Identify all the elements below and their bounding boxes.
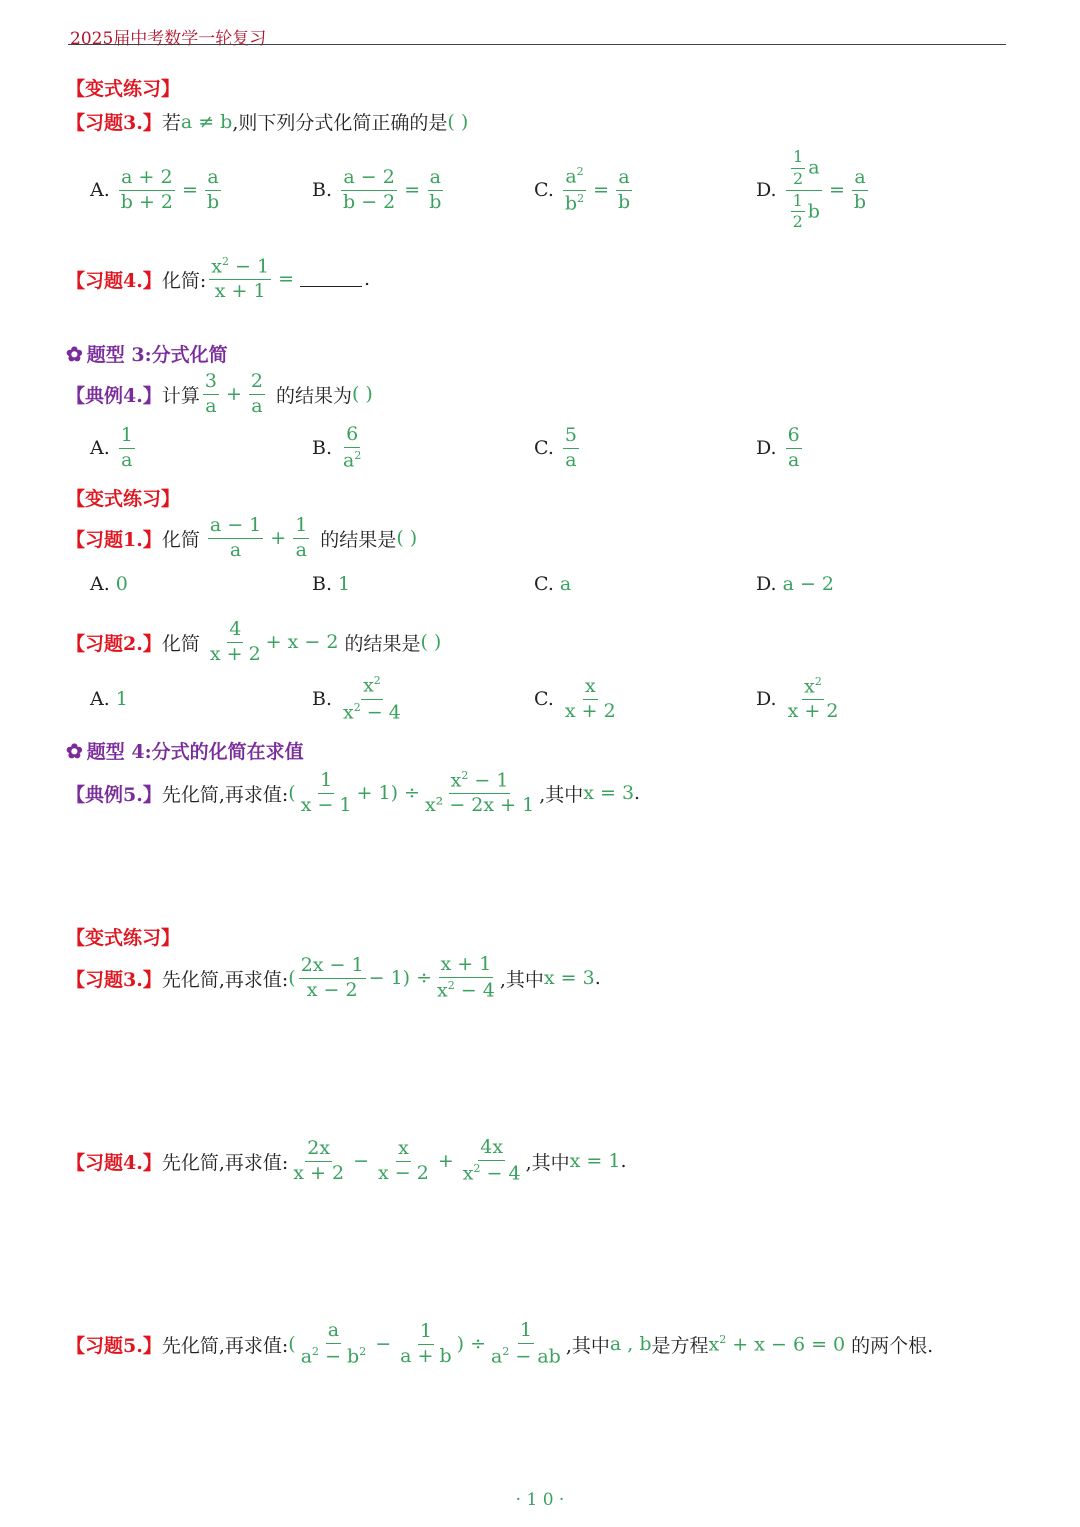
option-value: a − 2 [782,573,835,595]
exercise-1-options [90,573,834,595]
text: ,其中 [565,1334,610,1357]
text: 的结果为 [275,384,352,407]
numerator: 4x [478,1138,505,1161]
text: 的结果是 [320,528,397,551]
exercise-label: 【习题3.】 [66,968,162,991]
exercise-2-options [90,676,843,722]
text: 若 [161,112,181,134]
numerator: x [396,1139,411,1162]
open-paren: ( [288,1333,296,1356]
period: . [620,1150,627,1173]
denominator: a [787,448,800,471]
option-a[interactable] [90,165,312,213]
denominator: b [853,190,867,213]
denominator-tail: − 4 [360,700,401,723]
expression-middle: + 1) ÷ [356,782,420,805]
star-icon: ✿ [66,341,83,366]
math-condition: x = 3 [543,967,595,990]
denominator: a [205,394,217,417]
exercise-label: 【习题4.】 [66,269,162,292]
option-d[interactable] [756,423,805,471]
option-d[interactable] [756,573,834,595]
option-b[interactable]: B. $\frac{x^2}{x^2 - 4}$ [312,674,401,723]
option-value: 1 [338,573,351,595]
page-header-title: 2025届中考数学一轮复习 [70,29,267,49]
option-label: B. [312,437,333,459]
numerator: 2x [305,1139,332,1162]
denominator: a [565,448,577,471]
answer-blank[interactable] [300,272,362,287]
option-label: C. [534,573,554,595]
math-variables: a , b [609,1333,652,1356]
section-title: 题型 4:分式的化简在求值 [86,741,304,763]
example-4-options [90,422,805,472]
text: 化简 [161,632,200,655]
numerator: 6 [344,425,360,448]
option-c[interactable] [534,573,756,595]
numerator: 6 [786,426,802,449]
numerator: 1 [518,1321,534,1344]
denominator: x + 2 [787,700,839,723]
numerator: 5 [563,426,579,449]
exercise-4b: 【习题4.】 先化简,再求值: $\frac{2x}{x + 2}$ − $\frac{x}{x - 2}$ + $\frac{4x}{x^2 - 4}$ ,其中 x = 1 . [66,1136,627,1185]
expression-middle: − 1) ÷ [368,967,433,990]
option-label: B. [312,573,333,595]
equals: = [828,179,845,201]
numerator: a − 2 [341,168,396,191]
denominator: a [251,394,263,417]
option-label: A. [90,437,110,459]
numerator: x [363,674,374,697]
denominator: b [618,190,631,213]
option-label: B. [312,688,333,710]
option-d[interactable]: D. $\frac{x^2}{x + 2}$ [756,674,839,723]
denominator: a [121,448,133,471]
section-type-4 [66,737,304,764]
example-label: 【典例5.】 [66,783,162,806]
denominator: x − 1 [300,793,352,816]
text: 先化简,再求值: [161,1334,289,1357]
equals: = [593,179,609,201]
math-condition: x = 1 [569,1150,621,1173]
exercise-4a: 【习题4.】 化简: $\frac{x^2 - 1}{x + 1}$ = . [66,255,371,303]
math-condition: a ≠ b [180,110,233,133]
denominator: b [206,190,220,213]
plus: + [225,383,242,406]
option-d[interactable]: D. $\frac{1}{2}$ a $\frac{1}{2}$ b = $\frac{a}{b}$ [756,146,867,232]
denominator: b + 2 [120,190,174,213]
answer-paren: ( ) [396,527,418,550]
option-label: C. [534,179,554,201]
numerator: 1 [293,516,309,539]
denominator: a [343,449,355,472]
text: 的结果是 [344,632,421,655]
option-b[interactable] [312,573,534,595]
exercise-3b: 【习题3.】 先化简,再求值: ( $\frac{2x - 1}{x - 2}$ − 1) ÷ $\frac{x + 1}{x^2 - 4}$ ,其中 x = 3 . [66,953,601,1002]
numerator: 1 [119,426,135,449]
option-c[interactable]: C. $\frac{a^2}{b^2}$ = $\frac{a}{b}$ [534,165,631,214]
numerator: a [428,168,443,191]
answer-paren: ( ) [351,383,373,406]
option-a[interactable] [90,423,312,471]
period: . [363,268,371,291]
exercise-label: 【习题5.】 [66,1334,162,1357]
option-a[interactable] [90,573,312,595]
numerator: 1 [418,1322,434,1345]
option-label: D. [756,573,777,595]
equals: = [182,179,198,201]
text: 化简: [161,269,207,292]
example-label: 【典例4.】 [66,384,162,407]
open-paren: ( [288,967,296,990]
option-b[interactable] [312,165,534,213]
option-label: D. [756,688,777,710]
option-b[interactable]: B. $\frac{6}{a^2}$ [312,422,362,472]
numerator: 1 [318,771,334,794]
text: 先化简,再求值: [161,968,289,991]
equation-tail: + x − 6 = 0 [726,1333,846,1356]
numerator: a [205,168,220,191]
option-value: a [559,573,572,595]
equals: = [404,179,421,201]
numerator: a [565,165,577,188]
numerator: a − 1 [208,516,263,539]
denominator: x + 2 [293,1161,345,1184]
section-variant-label: 【变式练习】 [66,927,181,949]
option-label: C. [534,437,554,459]
option-value: 0 [115,573,128,595]
option-a[interactable] [90,688,312,710]
period: . [634,782,641,805]
denominator: b − 2 [343,190,396,213]
numerator: a [326,1321,341,1344]
option-label: A. [90,573,110,595]
option-c[interactable] [534,674,756,722]
math-condition: x = 3 [583,782,635,805]
exercise-3a-options [90,146,871,232]
numerator: x [804,675,815,698]
numerator: 3 [203,372,219,395]
text: 是方程 [651,1334,709,1357]
text: 计算 [161,384,200,407]
expression-tail: + x − 2 [265,631,339,654]
numerator-tail: − 1 [228,255,270,278]
option-label: D. [756,179,777,201]
option-c[interactable] [534,423,756,471]
text: 先化简,再求值: [161,1151,289,1174]
text: 的两个根. [851,1334,934,1357]
option-value: 1 [115,688,128,710]
numerator: x [211,255,222,278]
exercise-label: 【习题3.】 [66,112,162,134]
denominator: a + b [400,1344,452,1367]
section-variant-label: 【变式练习】 [66,488,181,510]
denominator: x + 2 [209,642,261,665]
exercise-5: 【习题5.】 先化简,再求值: ( $\frac{a}{a^2 - b^2}$ − $\frac{1}{a + b}$ ) ÷ $\frac{1}{a^2 - ab}$ ,其中 a , b 是方程 $x^2 + x - 6 = 0$ 的两个根. [66,1319,934,1368]
text: ,其中 [499,968,544,991]
header-rule [68,44,1006,45]
equals: = [278,268,294,291]
section-type-3 [66,340,228,367]
example-5: 【典例5.】 先化简,再求值: ( $\frac{1}{x - 1}$ + 1) ÷ $\frac{x^2 - 1}{\text{x² − 2x + 1}}$ ,其中 x = 3 . [66,768,641,817]
text: ,其中 [525,1151,570,1174]
exercise-1 [66,516,417,561]
denominator: x − 2 [306,978,358,1001]
example-4 [66,372,373,417]
option-label: B. [312,179,333,201]
denominator: x + 2 [564,699,616,722]
answer-paren: ( ) [447,110,469,133]
denominator: x² − 2x + 1 [424,794,535,817]
numerator: 4 [227,620,243,643]
option-label: D. [756,437,777,459]
numerator: x + 1 [439,955,494,978]
period: . [594,967,601,990]
denominator: a [229,538,242,561]
denominator: x + 1 [214,280,266,303]
text: ,则下列分式化简正确的是 [232,112,448,134]
denominator: b [564,191,578,214]
text: ,其中 [539,783,584,806]
numerator: x [583,677,598,700]
section-variant-label: 【变式练习】 [66,78,181,100]
denominator: a [295,538,307,561]
numerator: 2x − 1 [299,956,366,979]
text: 先化简,再求值: [161,783,289,806]
numerator: a [852,168,867,191]
denominator: x − 2 [378,1161,429,1184]
exercise-3a [66,108,468,135]
star-icon: ✿ [66,738,83,763]
numerator: 2 [249,372,265,395]
exercise-label: 【习题2.】 [66,632,162,655]
section-title: 题型 3:分式化简 [86,344,228,366]
exercise-2 [66,620,441,665]
open-paren: ( [288,782,296,805]
answer-paren: ( ) [420,631,442,654]
exercise-label: 【习题1.】 [66,528,162,551]
text: 化简 [161,528,200,551]
numerator: a + 2 [119,168,174,191]
option-label: A. [90,179,110,201]
page-number: · 1 0 · [515,1490,565,1510]
exercise-label: 【习题4.】 [66,1151,162,1174]
option-label: A. [90,688,110,710]
numerator: a [616,168,631,191]
denominator: b [429,190,442,213]
option-label: C. [534,688,554,710]
plus: + [270,527,287,550]
